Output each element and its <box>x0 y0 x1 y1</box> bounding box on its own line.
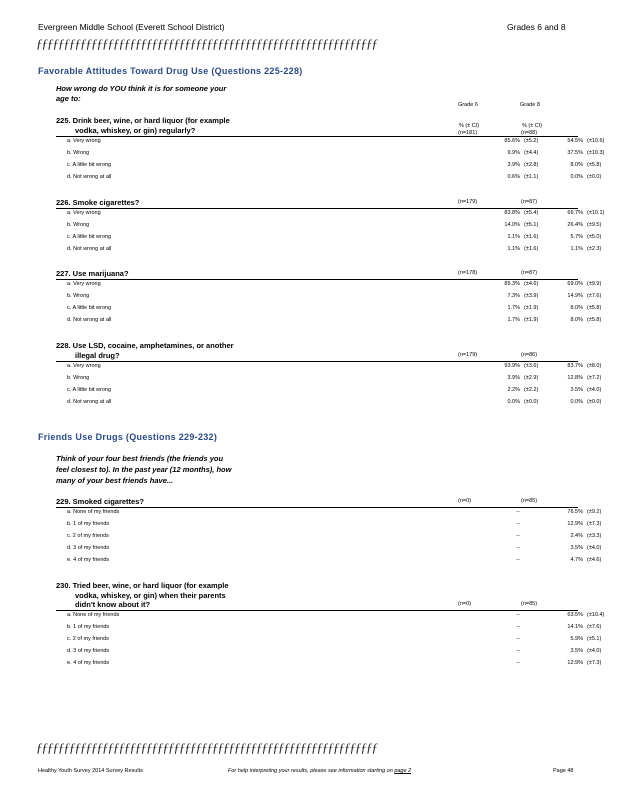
decorative-rule-bottom: ƒƒƒƒƒƒƒƒƒƒƒƒƒƒƒƒƒƒƒƒƒƒƒƒƒƒƒƒƒƒƒƒƒƒƒƒƒƒƒƒƒƒƒƒƒƒƒƒƒƒƒƒƒƒƒƒƒƒƒƒƒƒ <box>36 740 377 755</box>
grade6-percent: 7.3% <box>507 293 520 299</box>
answer-label: a. None of my friends <box>67 612 120 618</box>
grade8-ci: (±7.2) <box>587 374 602 381</box>
column-header-grade6: Grade 6 <box>458 102 478 108</box>
grade8-ci: (±4.6) <box>587 557 602 563</box>
grade8-percent: 69.0% <box>567 281 583 287</box>
grade8-ci: (±8.0) <box>587 362 602 369</box>
answer-label: a. None of my friends <box>67 509 120 515</box>
grade8-ci: (±5.8) <box>587 305 602 311</box>
sample-size-grade8: (n=85) <box>521 601 538 607</box>
grade8-percent: 12.8% <box>567 374 583 381</box>
grade6-percent: 1.1% <box>507 246 520 252</box>
ci-subhead-grade8: % (± CI) <box>522 122 543 129</box>
grade8-percent: 26.4% <box>567 222 583 228</box>
sample-size-grade8: (n=85) <box>521 498 538 504</box>
table-row <box>56 161 602 171</box>
section2-intro-line2: feel closest to). In the past year (12 months), how <box>56 465 232 474</box>
answer-label: b. Wrong <box>67 293 90 299</box>
grade8-percent: 14.9% <box>567 293 583 299</box>
answer-label: c. A little bit wrong <box>67 161 112 168</box>
sample-size-grade6: (n=179) <box>458 351 478 358</box>
grade8-ci: (±5.1) <box>587 636 602 642</box>
grade6-ci: (±1.6) <box>524 234 539 240</box>
answer-label: a. Very wrong <box>67 362 101 369</box>
grade6-ci: (±3.9) <box>524 293 539 299</box>
footer-help-prefix: For help interpreting your results, please see information starting on <box>228 768 393 774</box>
sample-size-grade6: (n=0) <box>458 601 471 607</box>
footer-page-link[interactable]: page 2 <box>394 768 412 774</box>
answer-label: a. Very wrong <box>67 210 101 216</box>
grade6-percent: -- <box>516 636 520 642</box>
grade8-ci: (±5.0) <box>587 234 602 240</box>
grade8-ci: (±9.9) <box>587 281 602 287</box>
grade6-ci: (±5.1) <box>524 222 539 228</box>
grade6-ci: (±3.6) <box>524 362 539 369</box>
grade8-percent: 1.1% <box>570 246 583 252</box>
grade6-percent: 14.0% <box>504 222 520 228</box>
grade8-percent: 8.0% <box>570 305 583 311</box>
question-text: 227. Use marijuana? <box>56 269 129 278</box>
table-row <box>56 532 602 542</box>
grade8-percent: 8.0% <box>570 317 583 323</box>
grade6-percent: -- <box>516 612 520 618</box>
report-header-right: Grades 6 and 8 <box>507 22 566 32</box>
grade8-percent: 14.1% <box>567 624 583 630</box>
table-row <box>56 647 602 657</box>
grade8-percent: 63.5% <box>567 612 583 618</box>
grade6-percent: 83.8% <box>504 210 520 216</box>
report-header-left: Evergreen Middle School (Everett School District) <box>38 22 225 32</box>
grade8-percent: 4.7% <box>570 557 583 563</box>
table-row <box>56 149 605 159</box>
answer-label: c. 2 of my friends <box>67 636 109 642</box>
grade8-ci: (±4.0) <box>587 545 602 551</box>
section1-intro-line2: age to: <box>56 94 81 103</box>
footer-page-number: Page 48 <box>553 768 574 774</box>
table-row <box>56 280 602 290</box>
answer-label: c. A little bit wrong <box>67 234 112 240</box>
table-row <box>56 245 602 255</box>
grade8-percent: 3.5% <box>570 545 583 551</box>
grade6-percent: 3.9% <box>507 161 520 168</box>
grade6-percent: -- <box>516 660 520 666</box>
sample-size-grade8: (n=87) <box>521 199 538 205</box>
question-text: vodka, whiskey, or gin) regularly? <box>75 125 196 135</box>
table-row <box>56 137 605 147</box>
grade6-percent: 1.7% <box>507 317 520 323</box>
footer-left: Healthy Youth Survey 2014 Survey Results <box>38 768 143 774</box>
grade8-ci: (±3.3) <box>587 533 602 539</box>
table-row <box>56 635 602 645</box>
section2-intro-line3: many of your best friends have... <box>56 476 174 485</box>
grade8-ci: (±5.8) <box>587 317 602 323</box>
question-text: 230. Tried beer, wine, or hard liquor (for example <box>56 581 229 590</box>
grade6-percent: 93.9% <box>504 362 520 369</box>
grade8-percent: 83.7% <box>567 362 583 369</box>
grade8-percent: 12.9% <box>567 660 583 666</box>
sample-size-grade8: (n=86) <box>521 351 538 358</box>
grade8-ci: (±9.5) <box>587 222 602 228</box>
grade8-percent: 37.5% <box>567 149 583 156</box>
answer-label: c. A little bit wrong <box>67 386 112 393</box>
grade6-ci: (±1.6) <box>524 246 539 252</box>
table-row <box>56 173 602 183</box>
question-text: vodka, whiskey, or gin) when their parents <box>75 590 226 600</box>
footer-help-text <box>228 768 411 774</box>
table-row <box>56 611 605 621</box>
answer-label: c. A little bit wrong <box>67 305 112 311</box>
sample-size-grade8: (n=88) <box>521 129 538 136</box>
grade8-percent: 76.5% <box>567 509 583 515</box>
table-row <box>56 623 602 633</box>
answer-label: b. 1 of my friends <box>67 521 110 527</box>
grade8-ci: (±0.0) <box>587 173 602 180</box>
grade8-ci: (±10.1) <box>587 210 605 216</box>
grade6-ci: (±2.8) <box>524 161 539 168</box>
question-text: 225. Drink beer, wine, or hard liquor (for example <box>56 116 230 125</box>
answer-label: a. Very wrong <box>67 137 101 144</box>
answer-label: e. 4 of my friends <box>67 660 110 666</box>
table-row <box>56 556 602 566</box>
grade8-ci: (±10.3) <box>587 149 605 156</box>
sample-size-grade8: (n=87) <box>521 270 538 276</box>
answer-label: c. 2 of my friends <box>67 533 109 539</box>
question-text: 228. Use LSD, cocaine, amphetamines, or another <box>56 341 234 350</box>
grade6-percent: 2.2% <box>507 386 520 393</box>
grade8-percent: 5.7% <box>570 234 583 240</box>
table-row <box>56 386 602 396</box>
question-text: 229. Smoked cigarettes? <box>56 497 144 506</box>
grade6-percent: 1.7% <box>507 305 520 311</box>
grade8-percent: 3.5% <box>570 386 583 393</box>
grade6-percent: 9.9% <box>507 149 520 156</box>
grade8-ci: (±5.8) <box>587 161 602 168</box>
sample-size-grade6: (n=179) <box>458 199 478 205</box>
grade6-percent: 0.6% <box>507 173 520 180</box>
answer-label: d. 3 of my friends <box>67 648 110 654</box>
column-header-grade8: Grade 8 <box>520 102 540 108</box>
question-text: illegal drug? <box>75 350 120 360</box>
grade6-percent: -- <box>516 557 520 563</box>
answer-label: d. 3 of my friends <box>67 545 110 551</box>
section2-intro-line1: Think of your four best friends (the friends you <box>56 454 224 463</box>
grade6-percent: 0.0% <box>507 398 520 405</box>
table-row <box>56 362 602 372</box>
table-row <box>56 292 602 302</box>
grade8-ci: (±4.0) <box>587 386 602 393</box>
table-row <box>56 398 602 408</box>
grade8-percent: 8.0% <box>570 161 583 168</box>
grade8-percent: 54.5% <box>567 137 583 144</box>
section1-intro-line1: How wrong do YOU think it is for someone your <box>56 84 227 93</box>
grade6-ci: (±4.4) <box>524 149 539 156</box>
grade6-ci: (±0.0) <box>524 398 539 405</box>
table-row <box>56 221 602 231</box>
grade6-ci: (±1.1) <box>524 173 539 180</box>
answer-label: b. Wrong <box>67 374 90 381</box>
grade6-percent: -- <box>516 509 520 515</box>
table-row <box>56 304 602 314</box>
ci-subhead-grade6: % (± CI) <box>459 122 480 129</box>
grade8-percent: 12.9% <box>567 521 583 527</box>
answer-label: a. Very wrong <box>67 281 101 287</box>
grade6-percent: 1.1% <box>507 234 520 240</box>
grade6-percent: -- <box>516 533 520 539</box>
table-row <box>56 520 602 530</box>
table-row <box>56 316 602 326</box>
answer-label: d. Not wrong at all <box>67 246 112 252</box>
grade8-ci: (±7.6) <box>587 624 602 630</box>
grade8-ci: (±7.3) <box>587 521 602 527</box>
grade6-ci: (±1.9) <box>524 317 539 323</box>
grade6-percent: -- <box>516 521 520 527</box>
answer-label: d. Not wrong at all <box>67 398 112 405</box>
grade6-ci: (±5.4) <box>524 210 539 216</box>
grade6-percent: -- <box>516 624 520 630</box>
decorative-rule-top: ƒƒƒƒƒƒƒƒƒƒƒƒƒƒƒƒƒƒƒƒƒƒƒƒƒƒƒƒƒƒƒƒƒƒƒƒƒƒƒƒƒƒƒƒƒƒƒƒƒƒƒƒƒƒƒƒƒƒƒƒƒƒ <box>36 36 377 51</box>
grade6-percent: -- <box>516 648 520 654</box>
sample-size-grade6: (n=178) <box>458 270 478 276</box>
answer-label: e. 4 of my friends <box>67 557 110 563</box>
grade8-percent: 3.5% <box>570 648 583 654</box>
sample-size-grade6: (n=181) <box>458 129 478 136</box>
table-row <box>56 209 605 219</box>
grade6-percent: 85.6% <box>504 137 520 144</box>
sample-size-grade6: (n=0) <box>458 498 471 504</box>
section-title-attitudes: Favorable Attitudes Toward Drug Use (Questions 225-228) <box>38 66 303 76</box>
grade6-ci: (±2.9) <box>524 374 539 381</box>
table-row <box>56 659 602 669</box>
grade6-ci: (±2.2) <box>524 386 539 393</box>
answer-label: b. 1 of my friends <box>67 624 110 630</box>
grade6-percent: -- <box>516 545 520 551</box>
grade6-ci: (±5.2) <box>524 137 539 144</box>
answer-label: d. Not wrong at all <box>67 317 112 323</box>
grade8-ci: (±10.4) <box>587 612 605 618</box>
answer-label: d. Not wrong at all <box>67 173 112 180</box>
section-title-friends: Friends Use Drugs (Questions 229-232) <box>38 432 218 442</box>
grade6-percent: 3.9% <box>507 374 520 381</box>
grade8-percent: 66.7% <box>567 210 583 216</box>
grade8-percent: 0.0% <box>570 398 583 405</box>
grade8-ci: (±9.2) <box>587 509 602 515</box>
grade6-ci: (±4.6) <box>524 281 539 287</box>
table-row <box>56 508 602 518</box>
grade8-ci: (±4.0) <box>587 648 602 654</box>
grade8-percent: 0.0% <box>570 173 583 180</box>
grade8-ci: (±7.6) <box>587 293 602 299</box>
table-row <box>56 544 602 554</box>
answer-label: b. Wrong <box>67 222 90 228</box>
grade8-ci: (±7.3) <box>587 660 602 666</box>
grade8-percent: 2.4% <box>570 533 583 539</box>
grade8-percent: 5.9% <box>570 636 583 642</box>
grade6-percent: 89.3% <box>504 281 520 287</box>
grade8-ci: (±0.0) <box>587 398 602 405</box>
table-row <box>56 374 602 384</box>
grade8-ci: (±10.6) <box>587 137 605 144</box>
answer-label: b. Wrong <box>67 149 90 156</box>
grade8-ci: (±2.3) <box>587 246 602 252</box>
grade6-ci: (±1.9) <box>524 305 539 311</box>
question-text: didn't know about it? <box>75 600 151 609</box>
table-row <box>56 233 602 243</box>
question-text: 226. Smoke cigarettes? <box>56 198 140 207</box>
